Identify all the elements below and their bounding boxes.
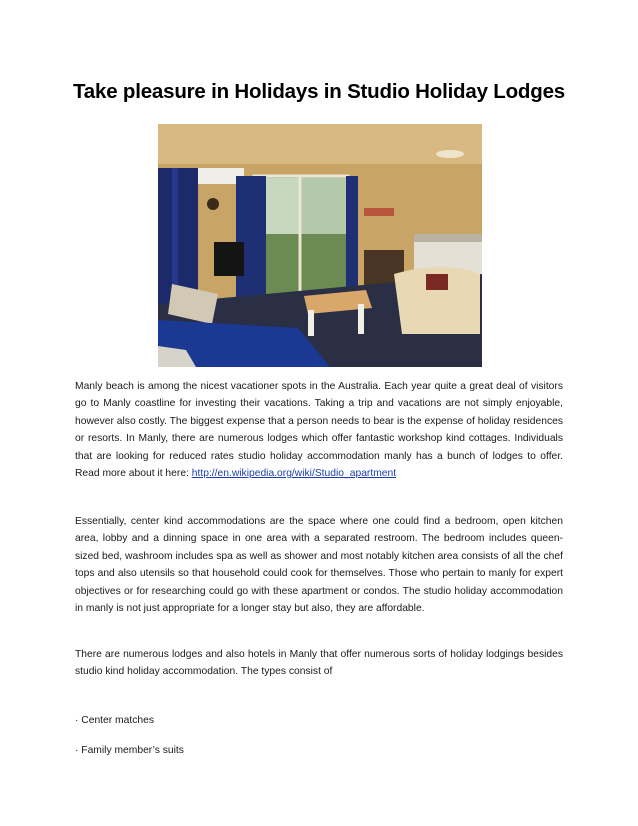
wikipedia-link[interactable]: http://en.wikipedia.org/wiki/Studio_apartment <box>191 468 397 480</box>
paragraph-accommodations: Essentially, center kind accommodations are the space where one could find a bedroom, open kitchen area, lobby and a dinning space in one area with a separated restroom. The bedroom includes queen-sized bed, washroom includes spa as well as shower and most notably kitchen area consists of all the chef tops and also utensils so that household could cook for themselves. Those who pertain to manly for expert objectives or for researching could go with these apartment or condos. The studio holiday accommodation in manly is not just appropriate for a longer stay but also, they are affordable. <box>75 516 563 615</box>
page-title: Take pleasure in Holidays in Studio Holiday Lodges <box>73 80 565 103</box>
paragraph-intro <box>75 378 563 482</box>
hotel-room-photo <box>158 124 482 367</box>
paragraph-lodges: There are numerous lodges and also hotels in Manly that offer numerous sorts of holiday lodgings besides studio kind holiday accommodation. The types consist of <box>75 649 563 678</box>
list-item: · Family member’s suits <box>75 745 184 756</box>
list-item: · Center matches <box>75 715 154 726</box>
paragraph-intro-text: Manly beach is among the nicest vacationer spots in the Australia. Each year quite a great deal of visitors go to Manly coastline for investing their vacations. Taking a trip and vacations are not simply enjoyable, however also costly. The biggest expense that a person needs to bear is the expense of holiday residences or resorts. In Manly, there are numerous lodges which offer fantastic workshop kind cottages. Individuals that are looking for reduced rates studio holiday accommodation manly has a bunch of lodges to offer. Read more about it here: <box>75 381 563 480</box>
